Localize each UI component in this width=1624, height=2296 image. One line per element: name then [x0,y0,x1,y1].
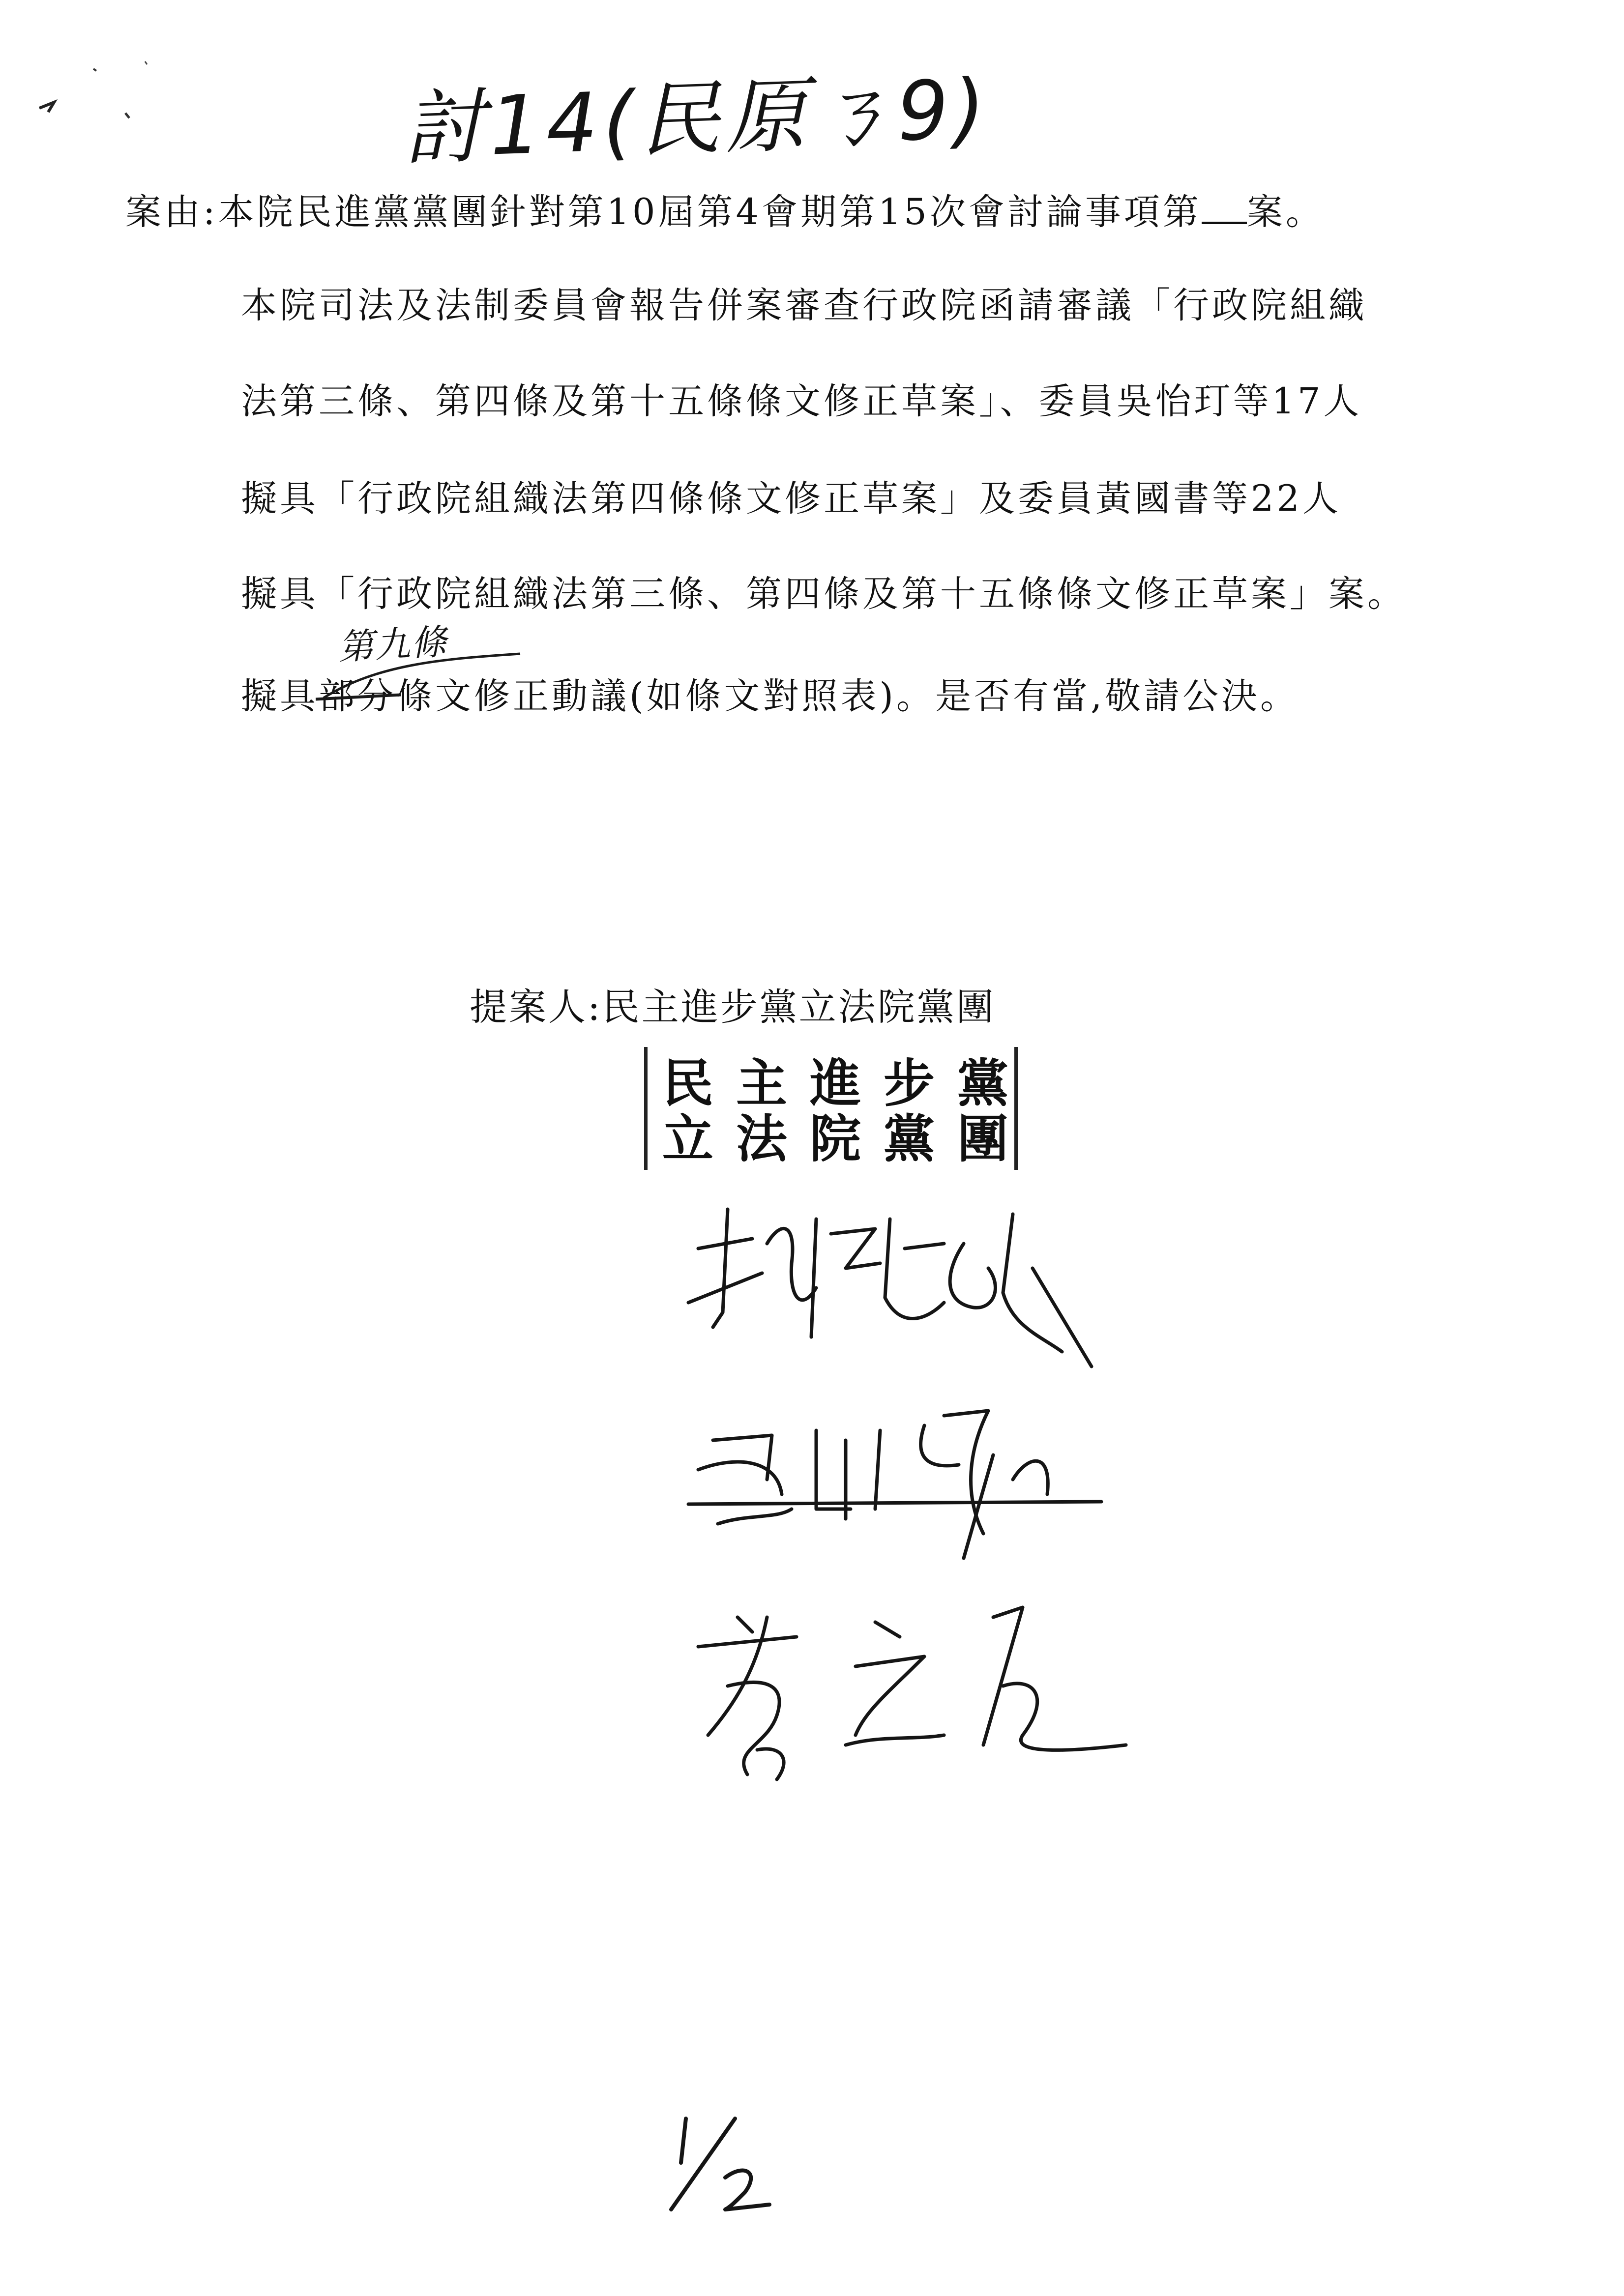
subject-text-end: 案。 [1246,191,1325,233]
signature-1 [669,1190,1111,1376]
proposer-line [470,977,996,1031]
body-line-3: 擬具「行政院組織法第四條條文修正草案」及委員黃國書等22人 [241,478,1341,520]
body-line-1: 本院司法及法制委員會報告併案審查行政院函請審議「行政院組織 [241,285,1367,326]
page-fraction [651,2109,779,2217]
proposer-name: 民主進步黨立法院黨團 [602,985,996,1029]
insertion-caret-stroke [319,644,525,703]
amendment-insertion [319,621,449,717]
body-line-5-suffix: 條文修正動議(如條文對照表)。是否有當,敬請公決。 [396,675,1299,717]
case-number-blank [1202,193,1247,224]
body-line-5-prefix: 擬具 [241,675,319,717]
body-line-4: 擬具「行政院組織法第三條、第四條及第十五條條文修正草案」案。 [241,573,1406,615]
party-caucus-seal-stamp [644,1047,1032,1170]
subject-label: 案由: [125,191,218,233]
body-line-2: 法第三條、第四條及第十五條條文修正草案」、委員吳怡玎等17人 [241,380,1362,422]
struck-text: 部分 [319,675,396,717]
scan-margin-marks [20,54,148,133]
subject-line [125,191,1325,233]
proposer-label: 提案人: [470,985,602,1029]
handwritten-insertion: 第九條 [337,621,449,668]
body-line-5 [241,621,1299,717]
signature-2 [669,1396,1111,1573]
handwritten-header-note: 討14(民原ㄋ9) [402,61,992,176]
subject-text: 本院民進黨黨團針對第10屆第4會期第15次會討論事項第 [218,191,1202,233]
signature-3 [669,1588,1141,1799]
seal-row-2: 立法院黨團 [662,1108,1032,1169]
seal-row-1: 民主進步黨 [662,1053,1032,1113]
